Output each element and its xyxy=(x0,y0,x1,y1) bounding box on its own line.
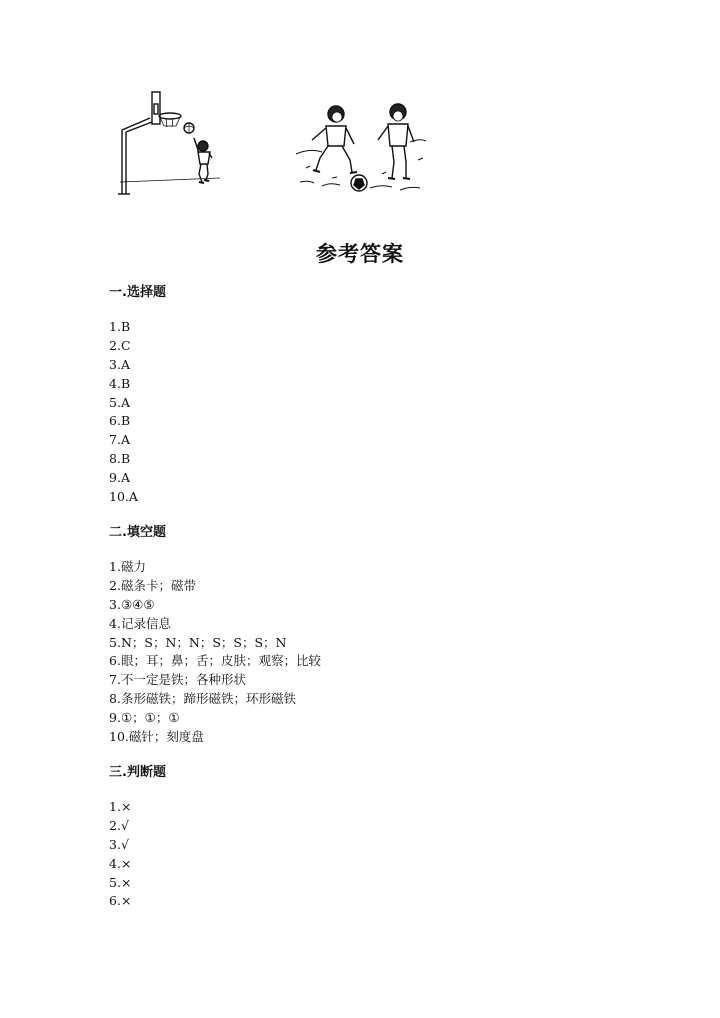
sports-illustration xyxy=(100,86,440,206)
item-number: 3. xyxy=(109,596,121,612)
basketball-scene xyxy=(118,92,220,194)
item-number: 6. xyxy=(109,893,121,909)
item-answer: ③④⑤ xyxy=(120,596,155,612)
soccer-scene xyxy=(296,104,426,191)
item-number: 5. xyxy=(109,874,121,890)
list-item xyxy=(109,375,166,394)
item-answer: √ xyxy=(120,836,129,852)
list-item xyxy=(109,596,321,615)
list-item xyxy=(109,634,321,653)
item-number: 9. xyxy=(109,470,121,486)
item-answer: 磁条卡；磁带 xyxy=(120,577,196,593)
answer-list xyxy=(109,798,166,911)
answer-list xyxy=(109,558,321,747)
item-number: 10. xyxy=(109,729,129,745)
item-number: 4. xyxy=(109,375,121,391)
item-answer: × xyxy=(120,799,132,814)
item-answer: A xyxy=(120,356,130,372)
item-number: 3. xyxy=(109,836,121,852)
item-number: 7. xyxy=(109,672,121,688)
item-number: 3. xyxy=(109,356,121,372)
list-item xyxy=(109,798,166,817)
item-answer: A xyxy=(128,489,138,505)
list-item xyxy=(109,431,166,450)
list-item xyxy=(109,892,166,911)
item-answer: × xyxy=(120,855,132,871)
item-number: 8. xyxy=(109,691,121,707)
item-number: 4. xyxy=(109,615,121,631)
section-heading: 三.判断题 xyxy=(109,765,166,780)
item-number: 2. xyxy=(109,817,121,833)
list-item xyxy=(109,318,166,337)
section-true-false xyxy=(109,764,166,911)
item-number: 5. xyxy=(109,394,121,410)
answer-list xyxy=(109,318,166,507)
item-answer: B xyxy=(120,451,131,467)
item-answer: N；S；N；N；S；S；S；N xyxy=(120,634,287,650)
item-answer: B xyxy=(120,413,131,429)
item-answer: B xyxy=(120,375,131,391)
list-item xyxy=(109,728,321,747)
item-answer: B xyxy=(120,319,131,334)
list-item xyxy=(109,836,166,855)
list-item xyxy=(109,488,166,507)
item-number: 8. xyxy=(109,451,121,467)
section-heading: 二.填空题 xyxy=(109,525,166,540)
item-answer: 记录信息 xyxy=(120,615,171,631)
list-item xyxy=(109,469,166,488)
list-item xyxy=(109,709,321,728)
item-answer: 条形磁铁；蹄形磁铁；环形磁铁 xyxy=(120,691,296,707)
list-item xyxy=(109,690,321,709)
list-item xyxy=(109,394,166,413)
item-number: 10. xyxy=(109,489,129,505)
section-fill-in-blank xyxy=(109,524,321,747)
list-item xyxy=(109,874,166,893)
section-multiple-choice xyxy=(109,284,166,507)
list-item xyxy=(109,855,166,874)
list-item xyxy=(109,450,166,469)
item-number: 1. xyxy=(109,799,121,814)
item-answer: 磁针；刻度盘 xyxy=(128,729,204,745)
list-item xyxy=(109,615,321,634)
item-number: 1. xyxy=(109,559,121,574)
item-number: 4. xyxy=(109,855,121,871)
item-answer: A xyxy=(120,432,130,448)
item-answer: 眼；耳；鼻；舌；皮肤；观察；比较 xyxy=(120,653,321,669)
list-item xyxy=(109,558,321,577)
list-item xyxy=(109,412,166,431)
item-number: 9. xyxy=(109,710,121,726)
item-answer: A xyxy=(120,394,130,410)
item-number: 2. xyxy=(109,337,121,353)
item-number: 1. xyxy=(109,319,121,334)
item-answer: 不一定是铁；各种形状 xyxy=(120,672,246,688)
section-heading: 一.选择题 xyxy=(109,285,166,300)
item-answer: C xyxy=(120,337,131,353)
page-title: 参考答案 xyxy=(316,242,404,266)
list-item xyxy=(109,356,166,375)
item-number: 6. xyxy=(109,413,121,429)
item-number: 7. xyxy=(109,432,121,448)
list-item xyxy=(109,652,321,671)
item-number: 5. xyxy=(109,634,121,650)
item-answer: × xyxy=(120,893,132,909)
list-item xyxy=(109,577,321,596)
item-answer: ①；①；① xyxy=(120,710,180,726)
item-answer: √ xyxy=(120,817,129,833)
item-answer: 磁力 xyxy=(120,559,146,574)
item-number: 6. xyxy=(109,653,121,669)
list-item xyxy=(109,817,166,836)
list-item xyxy=(109,337,166,356)
item-answer: × xyxy=(120,874,132,890)
list-item xyxy=(109,671,321,690)
item-number: 2. xyxy=(109,577,121,593)
item-answer: A xyxy=(120,470,130,486)
